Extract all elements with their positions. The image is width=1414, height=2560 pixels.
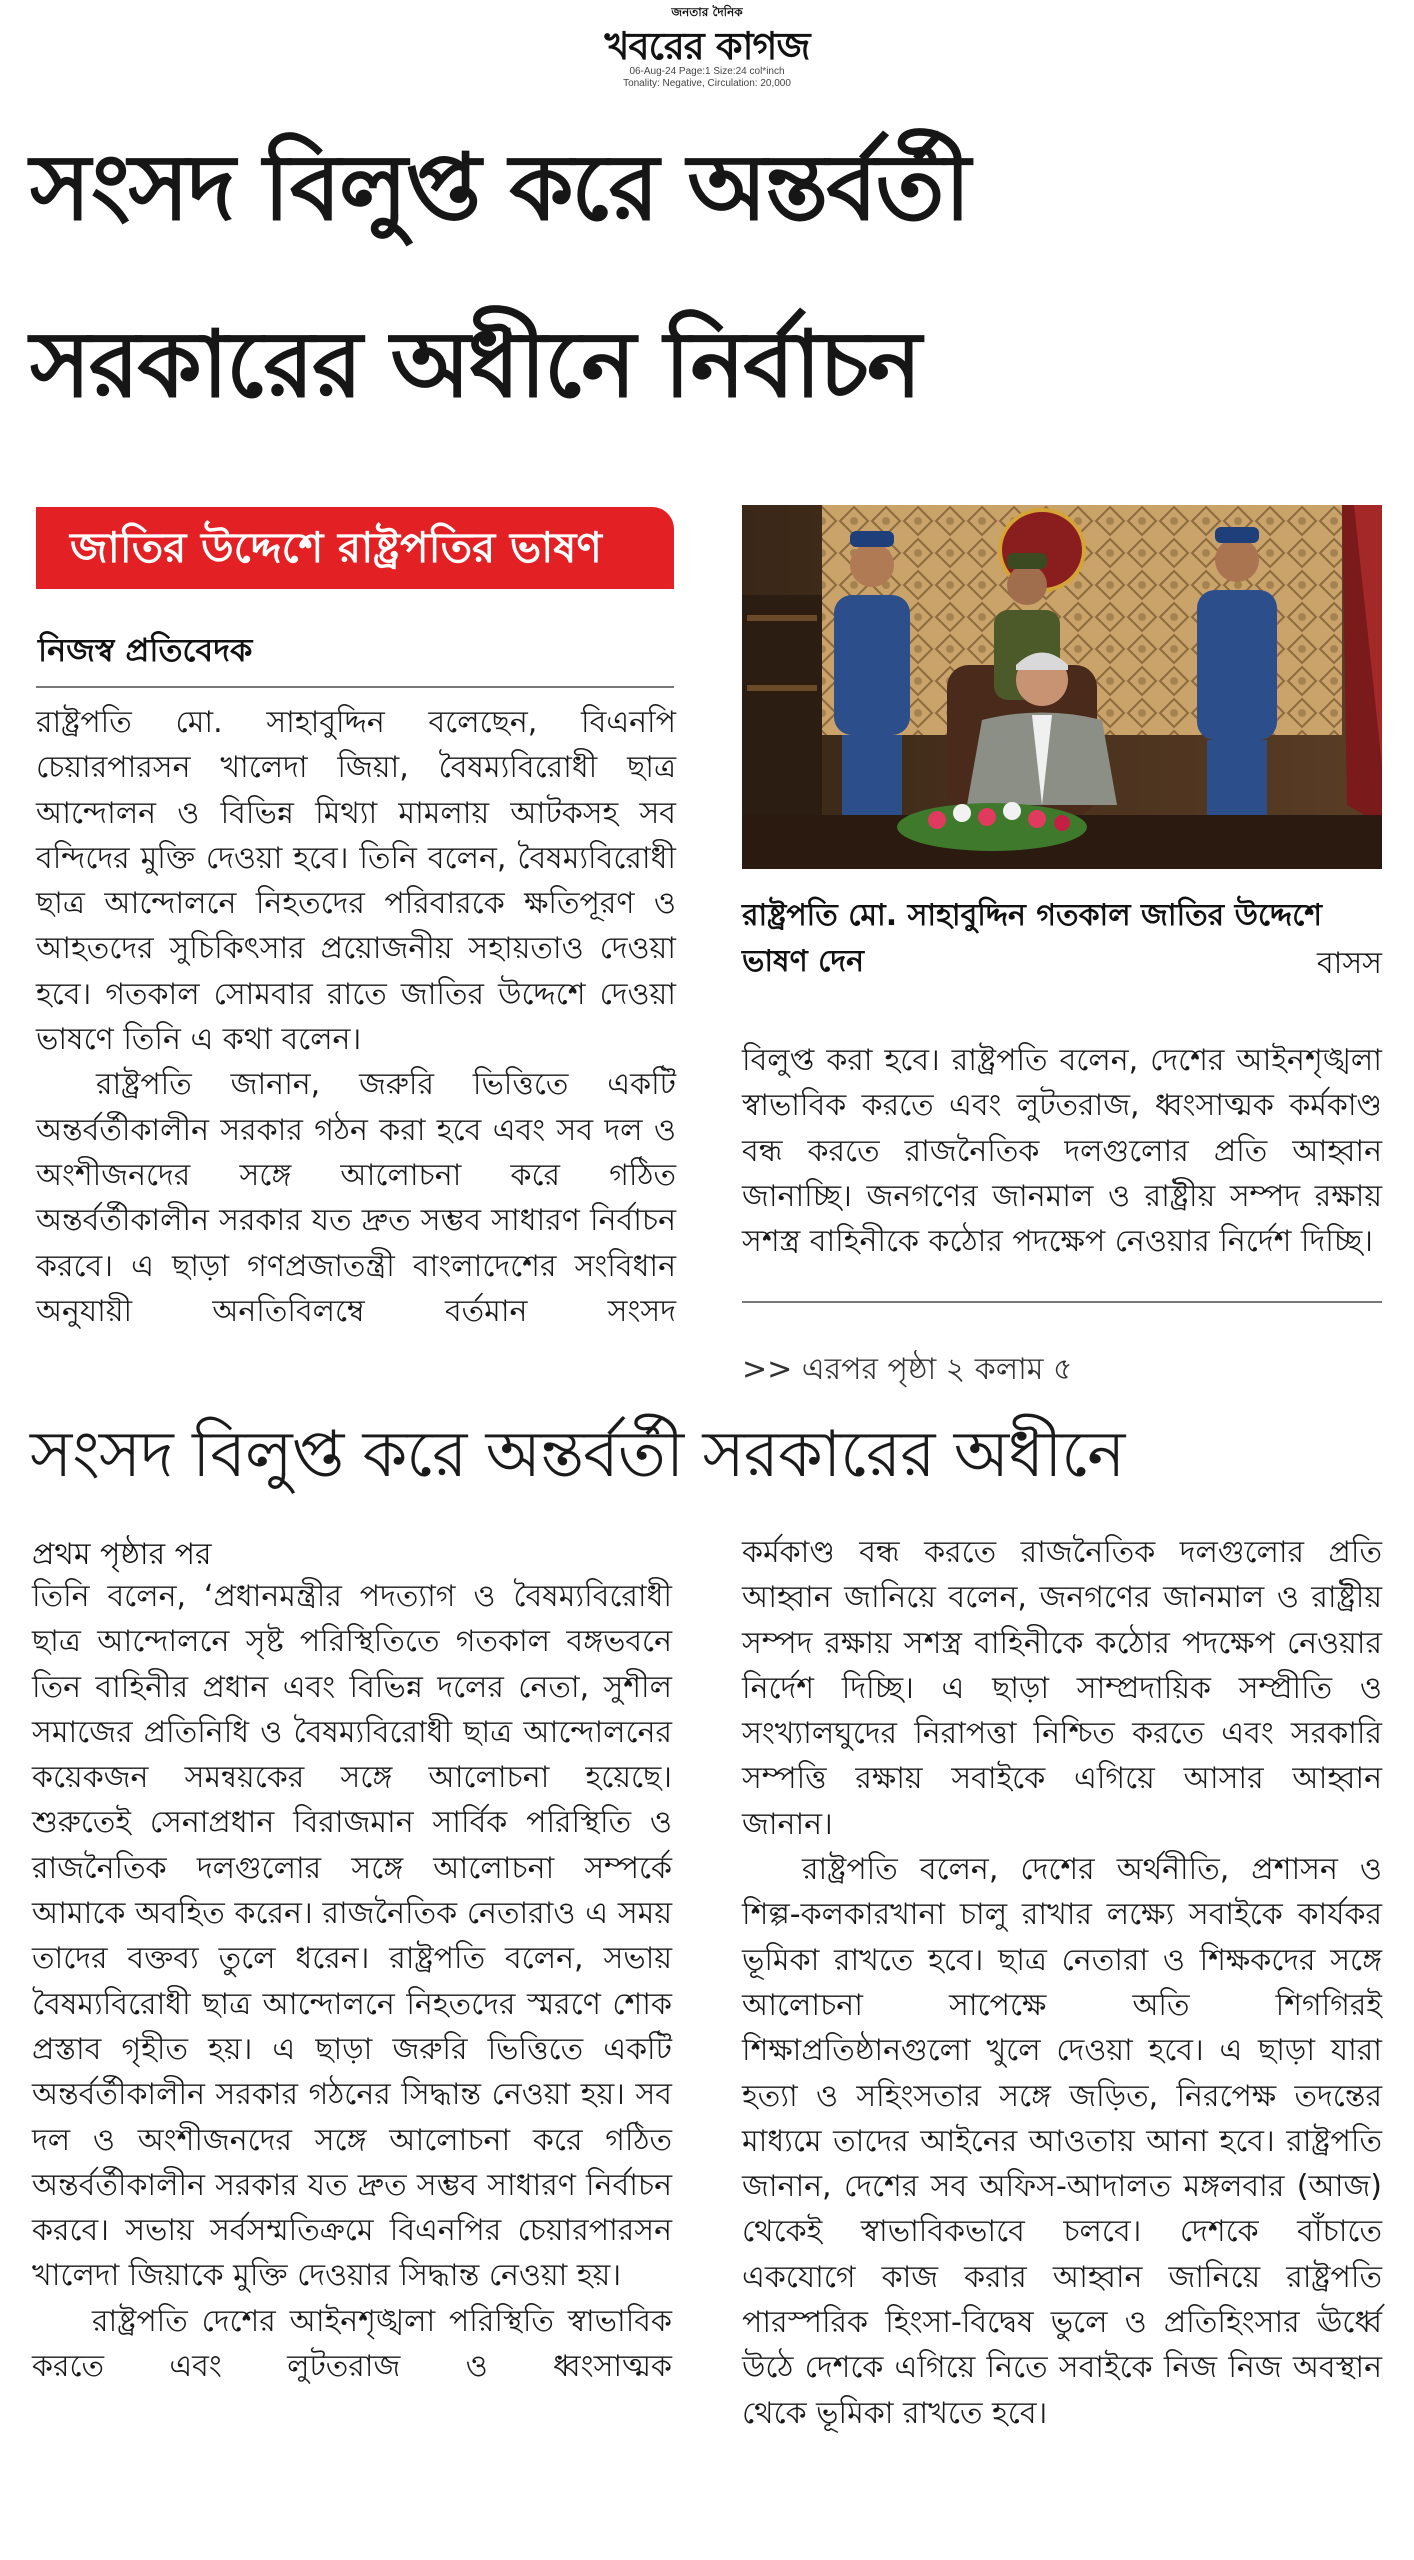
photo-illustration [742, 505, 1382, 869]
photo-credit: বাসস [1316, 946, 1382, 981]
newspaper-name: খবরের কাগজ [604, 24, 810, 68]
masthead [0, 0, 1414, 95]
paragraph: বিলুপ্ত করা হবে। রাষ্ট্রপতি বলেন, দেশের আইনশৃঙ্খলা স্বাভাবিক করতে এবং লুটতরাজ, ধ্বংসাত্মক কর্মকাণ্ড বন্ধ করতে রাজনৈতিক দলগুলোর প্রতি আহ্বান জানাচ্ছি। জনগণের জানমাল ও রাষ্ট্রীয় সম্পদ রক্ষায় সশস্ত্র বাহিনীকে কঠোর পদক্ষেপ নেওয়ার নির্দেশ দিচ্ছি। [742, 1043, 1382, 1260]
paragraph: তিনি বলেন, ‘প্রধানমন্ত্রীর পদত্যাগ ও বৈষম্যবিরোধী ছাত্র আন্দোলনে সৃষ্ট পরিস্থিতিতে গতকাল বঙ্গভবনে তিন বাহিনীর প্রধান এবং বিভিন্ন দলের নেতা, সুশীল সমাজের প্রতিনিধি ও বৈষম্যবিরোধী ছাত্র আন্দোলনের কয়েকজন সমন্বয়কের সঙ্গে আলোচনা হয়েছে। শুরুতেই সেনাপ্রধান বিরাজমান সার্বিক পরিস্থিতি ও রাজনৈতিক দলগুলোর সঙ্গে আলোচনা সম্পর্কে আমাকে অবহিত করেন। রাজনৈতিক নেতারাও এ সময় তাদের বক্তব্য তুলে ধরেন। রাষ্ট্রপতি বলেন, সভায় বৈষম্যবিরোধী ছাত্র আন্দোলনে নিহতদের স্মরণে শোক প্রস্তাব গৃহীত হয়। এ ছাড়া জরুরি ভিত্তিতে একটি অন্তর্বর্তীকালীন সরকার গঠনের সিদ্ধান্ত নেওয়া হয়। সব দল ও অংশীজনদের সঙ্গে আলোচনা করে গঠিত অন্তর্বর্তীকালীন সরকার যত দ্রুত সম্ভব সাধারণ নির্বাচন করবে। সভায় সর্বসম্মতিক্রমে বিএনপির চেয়ারপারসন খালেদা জিয়াকে মুক্তি দেওয়ার সিদ্ধান্ত নেওয়া হয়। [32, 1579, 672, 2294]
jump-line: >> এরপর পৃষ্ঠা ২ কলাম ৫ [742, 1352, 1073, 1387]
masthead-tagline: জনতার দৈনিক [671, 5, 743, 19]
subhead-banner: জাতির উদ্দেশে রাষ্ট্রপতির ভাষণ [36, 507, 674, 589]
photo-caption: রাষ্ট্রপতি মো. সাহাবুদ্দিন গতকাল জাতির উদ্দেশে ভাষণ দেন [742, 898, 1323, 979]
left-column [36, 700, 676, 1334]
continuation-left-column [32, 1574, 672, 2389]
headline-line-2: সরকারের অধীনে নির্বাচন [30, 311, 920, 418]
byline: নিজস্ব প্রতিবেদক [38, 631, 253, 669]
byline-divider [36, 686, 674, 688]
clip-meta-line1: 06-Aug-24 Page:1 Size:24 col*inch [629, 66, 785, 77]
column-end-divider [742, 1301, 1382, 1303]
right-column [742, 1038, 1382, 1264]
paragraph: রাষ্ট্রপতি জানান, জরুরি ভিত্তিতে একটি অন্তর্বর্তীকালীন সরকার গঠন করা হবে এবং সব দল ও অংশীজনদের সঙ্গে আলোচনা করে গঠিত অন্তর্বর্তীকালীন সরকার যত দ্রুত সম্ভব সাধারণ নির্বাচন করবে। এ ছাড়া গণপ্রজাতন্ত্রী বাংলাদেশের সংবিধান অনুযায়ী অনতিবিলম্বে বর্তমান সংসদ [36, 1067, 676, 1329]
paragraph: রাষ্ট্রপতি মো. সাহাবুদ্দিন বলেছেন, বিএনপি চেয়ারপারসন খালেদা জিয়া, বৈষম্যবিরোধী ছাত্র আন্দোলন ও বিভিন্ন মিথ্যা মামলায় আটকসহ সব বন্দিদের মুক্তি দেওয়া হবে। তিনি বলেন, বৈষম্যবিরোধী ছাত্র আন্দোলনে নিহতদের পরিবারকে ক্ষতিপূরণ ও আহতদের সুচিকিৎসার প্রয়োজনীয় সহায়তাও দেওয়া হবে। গতকাল সোমবার রাতে জাতির উদ্দেশে দেওয়া ভাষণে তিনি এ কথা বলেন। [36, 705, 676, 1058]
paragraph: রাষ্ট্রপতি বলেন, দেশের অর্থনীতি, প্রশাসন ও শিল্প-কলকারখানা চালু রাখার লক্ষ্যে সবাইকে কার্যকর ভূমিকা রাখতে হবে। ছাত্র নেতারা ও শিক্ষকদের সঙ্গে আলোচনা সাপেক্ষে অতি শিগগিরই শিক্ষাপ্রতিষ্ঠানগুলো খুলে দেওয়া হবে। এ ছাড়া যারা হত্যা ও সহিংসতার সঙ্গে জড়িত, নিরপেক্ষ তদন্তের মাধ্যমে তাদের আইনের আওতায় আনা হবে। রাষ্ট্রপতি জানান, দেশের সব অফিস-আদালত মঙ্গলবার (আজ) থেকেই স্বাভাবিকভাবে চলবে। দেশকে বাঁচাতে একযোগে কাজ করার আহ্বান জানিয়ে রাষ্ট্রপতি পারস্পরিক হিংসা-বিদ্বেষ ভুলে ও প্রতিহিংসার ঊর্ধ্বে উঠে দেশকে এগিয়ে নিতে সবাইকে নিজ নিজ অবস্থান থেকে ভূমিকা রাখতে হবে। [742, 1852, 1382, 2431]
continuation-right-column [742, 1530, 1382, 2436]
paragraph: কর্মকাণ্ড বন্ধ করতে রাজনৈতিক দলগুলোর প্রতি আহ্বান জানিয়ে বলেন, জনগণের জানমাল ও রাষ্ট্রীয় সম্পদ রক্ষায় সশস্ত্র বাহিনীকে কঠোর পদক্ষেপ নেওয়ার নির্দেশ দিচ্ছি। এ ছাড়া সাম্প্রদায়িক সম্প্রীতি ও সংখ্যালঘুদের নিরাপত্তা নিশ্চিত করতে এবং সরকারি সম্পত্তি রক্ষায় সবাইকে এগিয়ে আসার আহ্বান জানান। [742, 1535, 1382, 1842]
paragraph: রাষ্ট্রপতি দেশের আইনশৃঙ্খলা পরিস্থিতি স্বাভাবিক করতে এবং লুটতরাজ ও ধ্বংসাত্মক [32, 2303, 672, 2385]
from-front-page-label: প্রথম পৃষ্ঠার পর [32, 1537, 212, 1572]
continuation-headline: সংসদ বিলুপ্ত করে অন্তর্বর্তী সরকারের অধীনে [30, 1418, 1125, 1492]
clip-meta-line2: Tonality: Negative, Circulation: 20,000 [623, 78, 791, 89]
headline-line-1: সংসদ বিলুপ্ত করে অন্তর্বর্তী [30, 134, 969, 241]
press-photo [742, 505, 1382, 869]
